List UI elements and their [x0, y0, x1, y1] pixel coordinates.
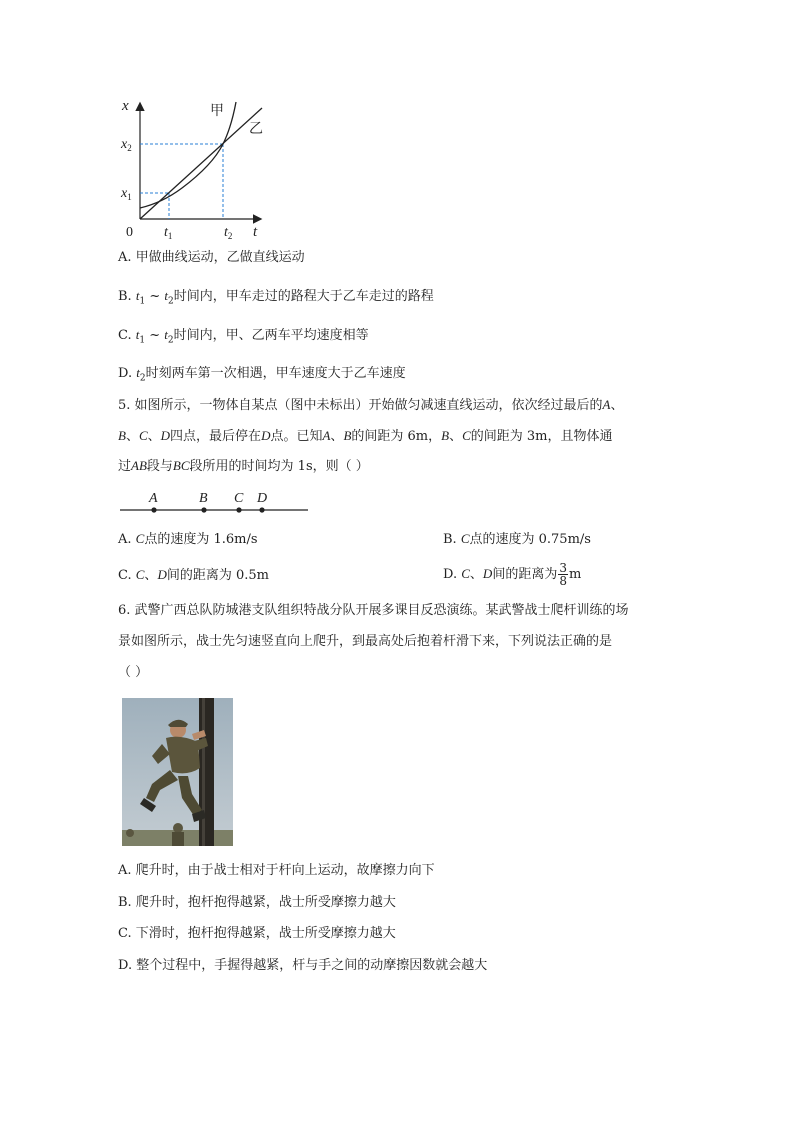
point-a-dot [151, 507, 156, 512]
q4-option-a: A. 甲做曲线运动，乙做直线运动 [118, 250, 305, 265]
q5-option-b: B. C点的速度为 0.75m/s [443, 531, 591, 547]
jia-label: 甲 [210, 103, 224, 119]
yi-label: 乙 [249, 121, 263, 137]
point-c-dot [236, 507, 241, 512]
q6-option-c: C. 下滑时，抱杆抱得越紧，战士所受摩擦力越大 [118, 926, 396, 941]
axis-x-label: x [122, 98, 129, 114]
t2-label: $t_2$ [224, 225, 233, 241]
xt-graph [112, 96, 282, 246]
origin-label: 0 [126, 225, 133, 240]
q6-option-d: D. 整个过程中，手握得越紧，杆与手之间的动摩擦因数就会越大 [118, 958, 488, 973]
x2-label: $x_2$ [121, 137, 132, 153]
q6-stem-line1: 6. 武警广西总队防城港支队组织特战分队开展多课目反恐演练。某武警战士爬杆训练的场 [118, 603, 629, 618]
q5-option-d: D. C、D间的距离为 $\frac{3}{8}$ m [443, 561, 582, 588]
abcd-diagram [118, 486, 318, 518]
q6-option-b: B. 爬升时，抱杆抱得越紧，战士所受摩擦力越大 [118, 895, 396, 910]
q6-option-a: A. 爬升时，由于战士相对于杆向上运动，故摩擦力向下 [118, 863, 435, 878]
q6-stem-line3: （ ） [118, 665, 149, 680]
q5-stem-line2: B、C、D四点，最后停在D点。已知A、B的间距为 6m，B、C的间距为 3m，且物体通 [118, 428, 613, 444]
q5-option-a: A. C点的速度为 1.6m/s [118, 531, 258, 547]
point-c-label: C [234, 491, 244, 506]
point-d-label: D [257, 491, 268, 506]
point-b-label: B [199, 491, 208, 506]
fraction-three-eighths: $\frac{3}{8}$ [559, 561, 567, 588]
q4-option-b: B. $t_1$ ~ $t_2$时间内，甲车走过的路程大于乙车走过的路程 [118, 288, 434, 307]
q6-stem-line2: 景如图所示，战士先匀速竖直向上爬升，到最高处后抱着杆滑下来，下列说法正确的是 [118, 634, 613, 649]
q4-option-c: C. $t_1$ ~ $t_2$时间内，甲、乙两车平均速度相等 [118, 327, 369, 346]
q5-stem-line3: 过AB段与BC段所用的时间均为 1s，则（ ） [118, 458, 369, 474]
t1-label: $t_1$ [164, 225, 173, 241]
point-b-dot [201, 507, 206, 512]
soldier-climbing-photo [122, 698, 233, 846]
x1-label: $x_1$ [121, 186, 132, 202]
q5-stem-line1: 5. 如图所示，一物体自某点（图中未标出）开始做匀减速直线运动，依次经过最后的A、 [118, 397, 624, 413]
q5-option-c: C. C、D间的距离为 0.5m [118, 567, 269, 583]
q4-option-d: D. $t_2$时刻两车第一次相遇，甲车速度大于乙车速度 [118, 365, 406, 384]
axis-t-label: t [253, 224, 258, 240]
point-a-label: A [149, 491, 158, 506]
point-d-dot [259, 507, 264, 512]
